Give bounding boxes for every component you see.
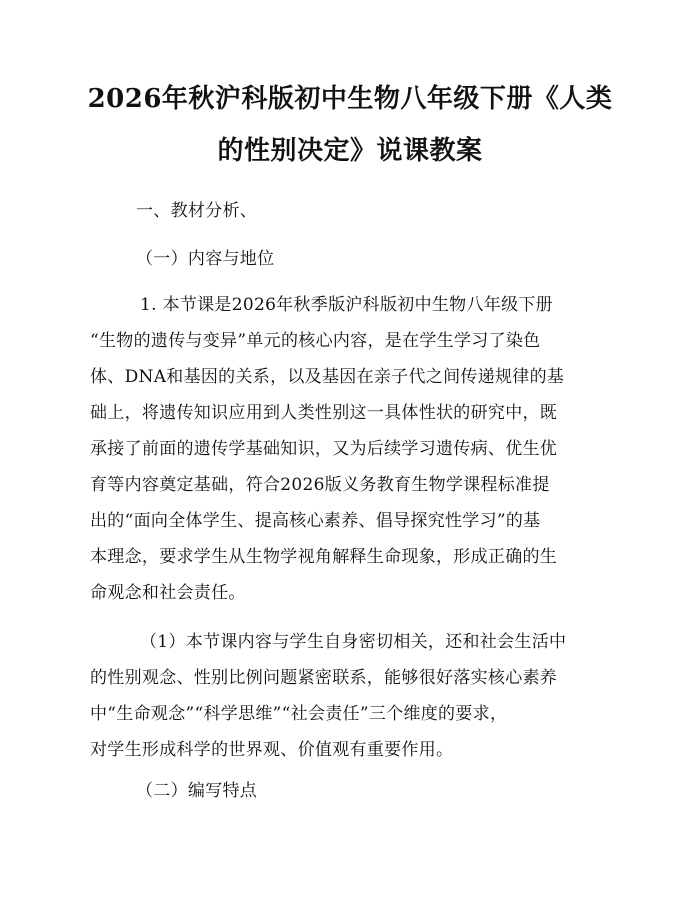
paragraph-2-line: 的性别观念、性别比例问题紧密联系，能够很好落实核心素养 <box>90 668 558 688</box>
paragraph-2-line: （1）本节课内容与学生自身密切相关，还和社会生活中 <box>140 632 567 652</box>
paragraph-1-line: 出的“面向全体学生、提高核心素养、倡导探究性学习”的基 <box>90 511 541 531</box>
paragraph-1-line: 本理念，要求学生从生物学视角解释生命现象，形成正确的生 <box>90 547 558 567</box>
paragraph-1-line: 体、DNA和基因的关系，以及基因在亲子代之间传递规律的基 <box>90 367 565 387</box>
subsection-heading-content-and-position: （一）内容与地位 <box>136 249 275 269</box>
paragraph-1-line: 承接了前面的遗传学基础知识，又为后续学习遗传病、优生优 <box>90 439 558 459</box>
section-heading-teaching-material-analysis: 一、教材分析、 <box>136 201 258 221</box>
subsection-heading-writing-features: （二）编写特点 <box>136 781 258 801</box>
paragraph-1-line: 1. 本节课是2026年秋季版沪科版初中生物八年级下册 <box>140 295 553 315</box>
paragraph-2-line: 中“生命观念”“科学思维”“社会责任”三个维度的要求， <box>90 704 508 724</box>
document-title-line-2: 的性别决定》说课教案 <box>217 136 483 166</box>
paragraph-1-line: 础上，将遗传知识应用到人类性别这一具体性状的研究中，既 <box>90 403 558 423</box>
paragraph-1-line: 育等内容奠定基础，符合2026版义务教育生物学课程标准提 <box>90 475 550 495</box>
paragraph-1-line: 命观念和社会责任。 <box>90 583 246 603</box>
paragraph-2-line: 对学生形成科学的世界观、价值观有重要作用。 <box>90 740 454 760</box>
document-title-line-1: 2026年秋沪科版初中生物八年级下册《人类 <box>87 84 613 114</box>
paragraph-1-line: “生物的遗传与变异”单元的核心内容，是在学生学习了染色 <box>90 331 541 351</box>
